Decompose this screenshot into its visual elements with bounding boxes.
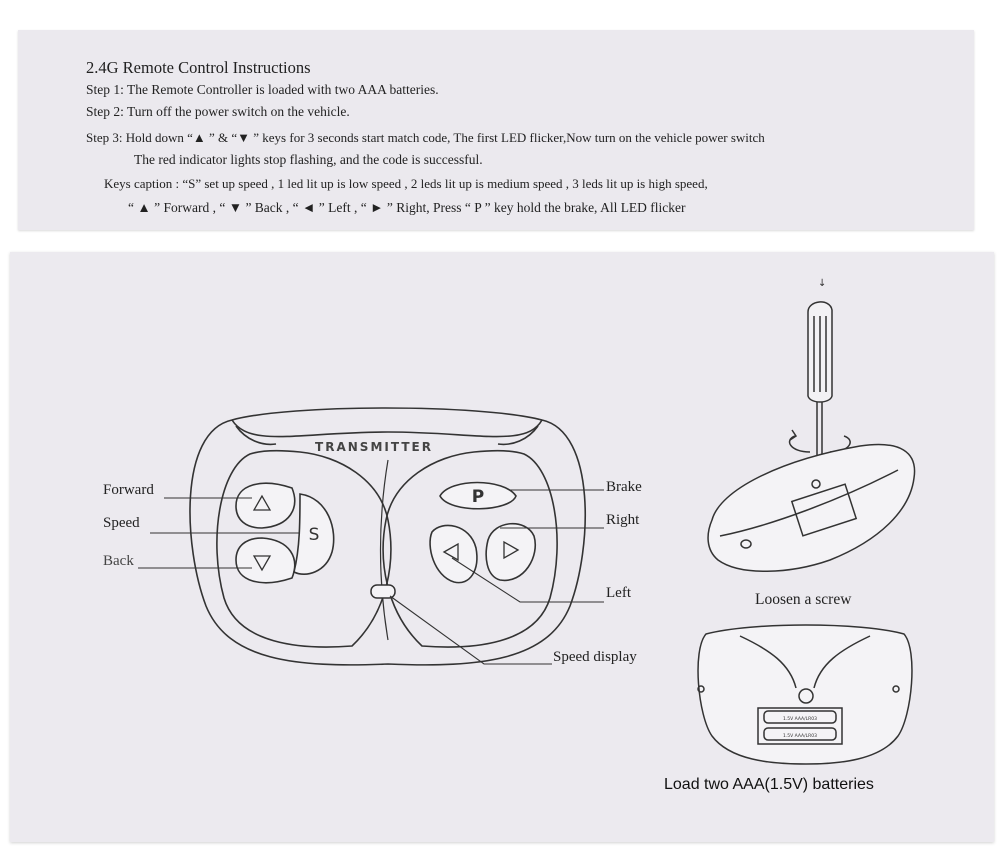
label-speed: Speed <box>103 515 140 531</box>
step-1: Step 1: The Remote Controller is loaded with two AAA batteries. <box>86 82 439 97</box>
label-forward: Forward <box>103 482 154 498</box>
instructions-title: 2.4G Remote Control Instructions <box>86 58 311 77</box>
forward-button <box>236 483 295 528</box>
step-2: Step 2: Turn off the power switch on the vehicle. <box>86 104 350 119</box>
battery-1-label: 1.5V AAA/LR03 <box>782 717 818 722</box>
label-left: Left <box>606 585 631 601</box>
keys-caption-continued: “ ▲ ” Forward , “ ▼ ” Back , “ ◄ ” Left , “ ► ” Right, Press “ P ” key hold the brake, All LED flicker <box>128 200 686 215</box>
svg-text:↓: ↓ <box>818 278 827 289</box>
label-back: Back <box>103 553 134 569</box>
step-3: Step 3: Hold down “▲ ” & “▼ ” keys for 3 seconds start match code, The first LED flicker,Now turn on the vehicle power switch <box>86 130 765 145</box>
caption-loosen-screw: Loosen a screw <box>755 591 852 608</box>
keys-caption: Keys caption : “S” set up speed , 1 led lit up is low speed , 2 leds lit up is medium speed , 3 leds lit up is high speed, <box>104 176 708 191</box>
caption-load-batteries: Load two AAA(1.5V) batteries <box>664 776 874 793</box>
right-button <box>486 524 535 581</box>
label-right: Right <box>606 512 640 528</box>
battery-2-label: 1.5V AAA/LR03 <box>782 734 818 739</box>
back-button <box>236 538 295 583</box>
speed-key-letter: S <box>308 525 320 545</box>
remote-back-open <box>698 625 912 764</box>
transmitter-label: TRANSMITTER <box>315 440 433 454</box>
step-3-continued: The red indicator lights stop flashing, and the code is successful. <box>134 152 483 167</box>
label-speed-display: Speed display <box>553 649 637 665</box>
label-brake: Brake <box>606 479 642 495</box>
speed-display-led <box>371 585 395 598</box>
brake-key-letter: P <box>471 487 485 507</box>
left-button <box>430 525 477 582</box>
